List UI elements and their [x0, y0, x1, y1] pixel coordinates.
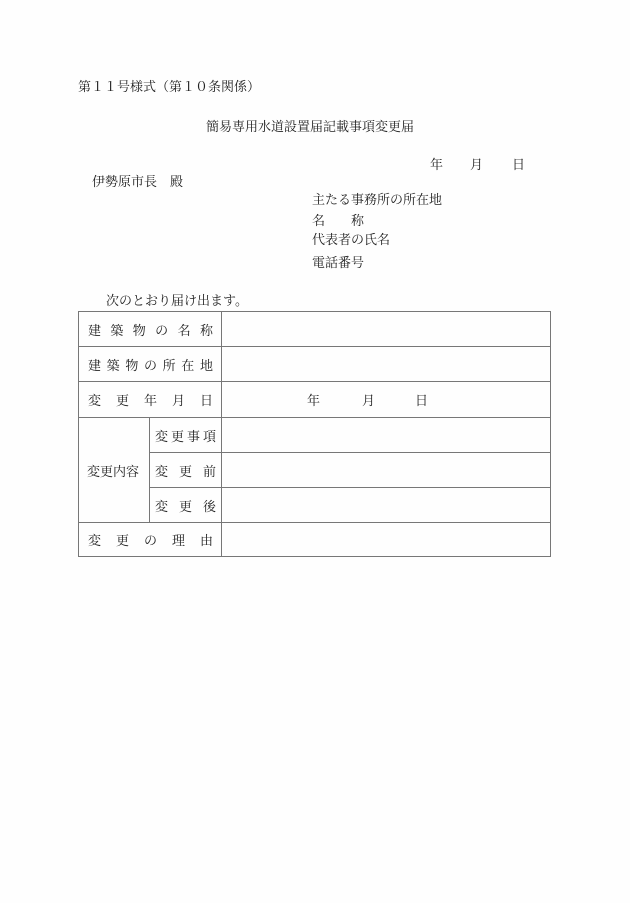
column-divider — [149, 417, 150, 522]
change-date-label: 変 更 年 月 日 — [88, 394, 213, 409]
building-name-field[interactable] — [222, 312, 550, 346]
building-address-field[interactable] — [222, 347, 550, 381]
change-item-label: 変 更 事 項 — [155, 429, 216, 445]
change-contents-label: 変更内容 — [87, 464, 140, 480]
building-name-label: 建 築 物 の 名 称 — [88, 323, 213, 339]
before-change-field[interactable] — [222, 453, 550, 487]
after-change-field[interactable] — [222, 488, 550, 522]
change-date-month: 月 — [362, 394, 376, 409]
change-reason-label: 変 更 の 理 由 — [88, 534, 213, 549]
before-change-label: 変 更 前 — [155, 464, 216, 480]
change-form-table — [78, 311, 551, 557]
change-reason-field[interactable] — [222, 523, 550, 556]
date-day-label: 日 — [512, 158, 526, 173]
applicant-name-label: 名 称 — [312, 214, 365, 229]
applicant-office-address-label: 主たる事務所の所在地 — [312, 193, 443, 208]
building-address-label: 建 築 物 の 所 在 地 — [88, 358, 213, 374]
applicant-representative-label: 代表者の氏名 — [312, 233, 391, 248]
change-date-day: 日 — [415, 394, 429, 409]
addressee: 伊勢原市長 殿 — [92, 175, 184, 190]
change-date-year: 年 — [307, 394, 321, 409]
document-title: 簡易専用水道設置届記載事項変更届 — [206, 120, 415, 135]
after-change-label: 変 更 後 — [155, 499, 216, 515]
change-date-field[interactable] — [222, 382, 550, 417]
form-number: 第１１号様式（第１０条関係） — [78, 80, 261, 95]
date-month-label: 月 — [470, 158, 484, 173]
change-item-field[interactable] — [222, 418, 550, 452]
date-year-label: 年 — [430, 158, 444, 173]
applicant-phone-label: 電話番号 — [312, 256, 365, 271]
intro-text: 次のとおり届け出ます。 — [106, 294, 248, 309]
